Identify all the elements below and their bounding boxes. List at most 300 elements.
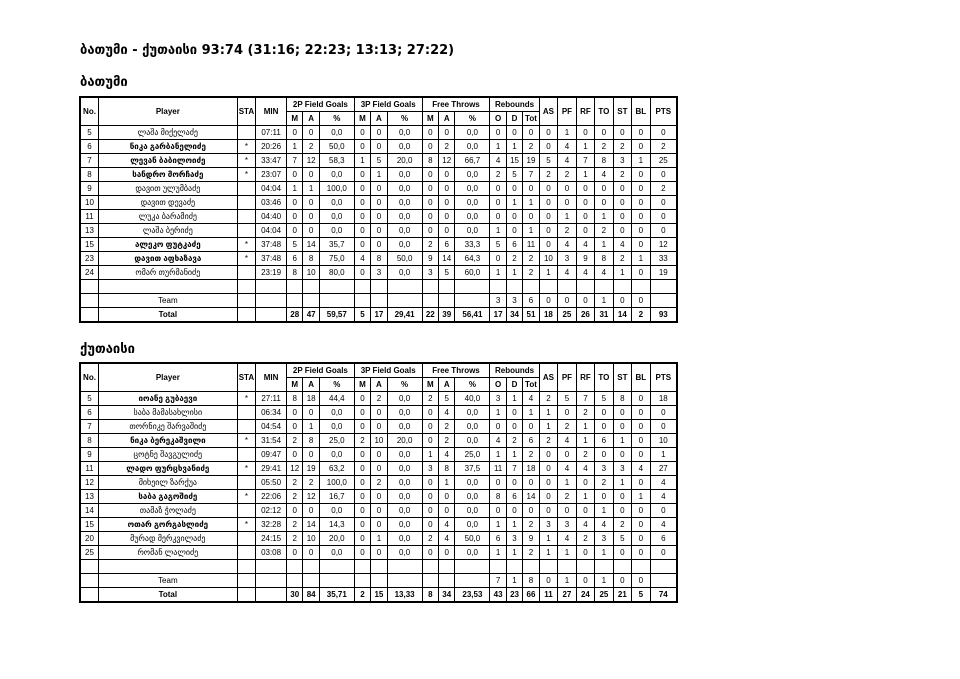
stat-cell: 1 bbox=[613, 266, 631, 280]
empty-cell bbox=[455, 280, 490, 294]
player-row bbox=[80, 476, 677, 490]
player-row bbox=[80, 196, 677, 210]
player-name: მიხეილ ზარქუა bbox=[98, 476, 237, 490]
stat-cell: * bbox=[237, 490, 255, 504]
stat-cell: 0 bbox=[613, 546, 631, 560]
stat-cell: 0,0 bbox=[455, 168, 490, 182]
stat-cell: 2 bbox=[354, 434, 370, 448]
header-rebounds: Rebounds bbox=[490, 363, 539, 378]
stat-cell: 3 bbox=[558, 518, 576, 532]
stat-cell: 1 bbox=[558, 210, 576, 224]
player-row bbox=[80, 168, 677, 182]
stat-cell bbox=[237, 182, 255, 196]
subheader-a: A bbox=[371, 112, 387, 126]
stat-cell: 0 bbox=[595, 126, 613, 140]
total-cell: 28 bbox=[286, 308, 302, 323]
total-cell: 35,71 bbox=[319, 588, 354, 603]
stat-cell: 0 bbox=[354, 476, 370, 490]
stat-cell: 6 bbox=[80, 406, 98, 420]
header-as: AS bbox=[539, 97, 557, 126]
stat-cell: 37,5 bbox=[455, 462, 490, 476]
stat-cell: 22:06 bbox=[256, 490, 287, 504]
subheader-m: M bbox=[286, 378, 302, 392]
stat-cell: 0 bbox=[422, 168, 438, 182]
stat-cell: 1 bbox=[576, 490, 594, 504]
stat-cell: 0 bbox=[354, 210, 370, 224]
stat-cell: 0 bbox=[632, 294, 650, 308]
team-row bbox=[80, 574, 677, 588]
game-title: ბათუმი - ქუთაისი 93:74 (31:16; 22:23; 13:13; 27:22) bbox=[80, 43, 455, 58]
empty-cell bbox=[354, 574, 370, 588]
stat-cell: 0 bbox=[576, 210, 594, 224]
total-cell: 84 bbox=[303, 588, 319, 603]
stat-cell: 8 bbox=[303, 252, 319, 266]
stat-cell: 0 bbox=[354, 406, 370, 420]
stat-cell: 3 bbox=[506, 532, 522, 546]
stat-cell: 0 bbox=[613, 574, 631, 588]
stat-cell: 0 bbox=[490, 182, 506, 196]
stat-cell bbox=[237, 476, 255, 490]
empty-cell bbox=[558, 560, 576, 574]
stat-cell: 0 bbox=[506, 224, 522, 238]
subheader-a: A bbox=[439, 112, 455, 126]
stat-cell: 2 bbox=[558, 420, 576, 434]
stat-cell: 14 bbox=[523, 490, 539, 504]
empty-cell bbox=[80, 294, 98, 308]
subheader-o: O bbox=[490, 378, 506, 392]
stat-cell: 3 bbox=[558, 252, 576, 266]
stat-cell: 58,3 bbox=[319, 154, 354, 168]
empty-cell bbox=[650, 574, 677, 588]
subheader-m: M bbox=[422, 378, 438, 392]
stat-cell: 4 bbox=[490, 434, 506, 448]
stat-cell: 1 bbox=[371, 532, 387, 546]
stat-cell: 14 bbox=[439, 252, 455, 266]
header-bl: BL bbox=[632, 97, 650, 126]
empty-cell bbox=[303, 574, 319, 588]
stat-cell: 0,0 bbox=[387, 420, 422, 434]
stat-cell: 1 bbox=[506, 546, 522, 560]
total-cell: 5 bbox=[632, 588, 650, 603]
empty-cell bbox=[439, 280, 455, 294]
stat-cell: 0 bbox=[632, 546, 650, 560]
stat-cell: 5 bbox=[439, 392, 455, 406]
stat-cell: 4 bbox=[558, 154, 576, 168]
empty-cell bbox=[387, 574, 422, 588]
stat-cell: 6 bbox=[506, 238, 522, 252]
stat-cell: 6 bbox=[523, 434, 539, 448]
stat-cell bbox=[237, 266, 255, 280]
stat-cell: 100,0 bbox=[319, 476, 354, 490]
stat-cell: 4 bbox=[558, 140, 576, 154]
empty-row bbox=[80, 560, 677, 574]
stat-cell: 2 bbox=[558, 490, 576, 504]
total-cell: 59,57 bbox=[319, 308, 354, 323]
stat-cell: 0 bbox=[354, 532, 370, 546]
stat-cell: 0 bbox=[371, 210, 387, 224]
empty-cell bbox=[237, 588, 255, 603]
stat-cell: 0 bbox=[422, 434, 438, 448]
stat-cell: 0 bbox=[354, 266, 370, 280]
stat-cell: 0,0 bbox=[455, 504, 490, 518]
header-pf: PF bbox=[558, 97, 576, 126]
header-sta: STA bbox=[237, 363, 255, 392]
stat-cell: 0 bbox=[286, 126, 302, 140]
subheader-a: A bbox=[371, 378, 387, 392]
stat-cell: * bbox=[237, 154, 255, 168]
stat-cell: 0 bbox=[650, 126, 677, 140]
team-row-label: Team bbox=[98, 574, 237, 588]
stat-cell: 0 bbox=[354, 182, 370, 196]
empty-cell bbox=[422, 560, 438, 574]
stat-cell: 4 bbox=[595, 518, 613, 532]
stat-cell: 0 bbox=[439, 210, 455, 224]
stat-cell: 0 bbox=[632, 210, 650, 224]
stat-cell: 0 bbox=[371, 406, 387, 420]
stat-cell: 0 bbox=[439, 224, 455, 238]
stat-cell: 0 bbox=[632, 434, 650, 448]
stat-cell: 0,0 bbox=[387, 518, 422, 532]
stat-cell: 1 bbox=[490, 448, 506, 462]
subheader-m: M bbox=[354, 112, 370, 126]
stat-cell: 0 bbox=[650, 420, 677, 434]
stat-cell: 0 bbox=[303, 406, 319, 420]
stat-cell: 0 bbox=[632, 266, 650, 280]
header-no: No. bbox=[80, 363, 98, 392]
stat-cell: 03:08 bbox=[256, 546, 287, 560]
empty-cell bbox=[371, 574, 387, 588]
stat-cell: 0,0 bbox=[387, 462, 422, 476]
stat-cell: 10 bbox=[303, 532, 319, 546]
stat-cell: 14 bbox=[303, 238, 319, 252]
stat-cell: 0 bbox=[506, 126, 522, 140]
stat-cell: 0 bbox=[595, 196, 613, 210]
team-row-label: Team bbox=[98, 294, 237, 308]
player-name: ოთარ გორგასლიძე bbox=[98, 518, 237, 532]
stat-cell: 1 bbox=[539, 532, 557, 546]
total-row bbox=[80, 308, 677, 323]
stat-cell: 2 bbox=[613, 140, 631, 154]
subheader-pct: % bbox=[455, 378, 490, 392]
stat-cell: 2 bbox=[422, 238, 438, 252]
stat-cell: 1 bbox=[576, 168, 594, 182]
empty-cell bbox=[650, 560, 677, 574]
header-st: ST bbox=[613, 363, 631, 392]
stat-cell: 18 bbox=[303, 392, 319, 406]
stat-cell: 4 bbox=[490, 154, 506, 168]
subheader-m: M bbox=[422, 112, 438, 126]
stat-cell: 0,0 bbox=[387, 504, 422, 518]
stat-cell: 0 bbox=[523, 182, 539, 196]
stat-cell bbox=[237, 448, 255, 462]
total-cell: 2 bbox=[354, 588, 370, 603]
empty-cell bbox=[455, 294, 490, 308]
header-to: TO bbox=[595, 363, 613, 392]
stat-cell: 11 bbox=[80, 462, 98, 476]
stat-cell: 20 bbox=[80, 532, 98, 546]
header-min: MIN bbox=[256, 97, 287, 126]
stat-cell: 0 bbox=[595, 406, 613, 420]
stat-cell: 0,0 bbox=[387, 182, 422, 196]
total-cell: 24 bbox=[576, 588, 594, 603]
header-player: Player bbox=[98, 97, 237, 126]
stat-cell: 0 bbox=[632, 168, 650, 182]
stat-cell: 5 bbox=[558, 392, 576, 406]
total-cell: 74 bbox=[650, 588, 677, 603]
stat-cell: 1 bbox=[632, 252, 650, 266]
stat-cell bbox=[237, 196, 255, 210]
subheader-a: A bbox=[439, 378, 455, 392]
stat-cell: 0 bbox=[650, 210, 677, 224]
empty-cell bbox=[506, 280, 522, 294]
stat-cell: 8 bbox=[422, 154, 438, 168]
player-name: რომან ლალიძე bbox=[98, 546, 237, 560]
stat-cell: 25 bbox=[80, 546, 98, 560]
stat-cell: 2 bbox=[595, 140, 613, 154]
stat-cell: 3 bbox=[490, 294, 506, 308]
stat-cell: 0,0 bbox=[387, 168, 422, 182]
subheader-d: D bbox=[506, 378, 522, 392]
empty-cell bbox=[80, 560, 98, 574]
empty-cell bbox=[80, 588, 98, 603]
stat-cell: 0 bbox=[539, 476, 557, 490]
stat-cell: 0 bbox=[354, 168, 370, 182]
stat-cell: 0 bbox=[303, 504, 319, 518]
stat-cell: 3 bbox=[595, 462, 613, 476]
stat-cell: 2 bbox=[371, 392, 387, 406]
stat-cell: 04:40 bbox=[256, 210, 287, 224]
stat-cell: 6 bbox=[80, 140, 98, 154]
empty-cell bbox=[354, 280, 370, 294]
player-row bbox=[80, 126, 677, 140]
stat-cell: 0 bbox=[286, 420, 302, 434]
player-name: ალეკო ფუტკაძე bbox=[98, 238, 237, 252]
stat-cell: 44,4 bbox=[319, 392, 354, 406]
stat-cell: 50,0 bbox=[455, 532, 490, 546]
stat-cell: 2 bbox=[576, 448, 594, 462]
stat-cell: 63,2 bbox=[319, 462, 354, 476]
stat-cell: 1 bbox=[523, 224, 539, 238]
stat-cell: 0,0 bbox=[455, 126, 490, 140]
stat-cell: 64,3 bbox=[455, 252, 490, 266]
empty-cell bbox=[506, 560, 522, 574]
stat-cell: 0 bbox=[371, 224, 387, 238]
stat-cell: 0 bbox=[539, 182, 557, 196]
stat-cell: 0 bbox=[354, 448, 370, 462]
stat-cell: 4 bbox=[576, 462, 594, 476]
total-cell: 34 bbox=[439, 588, 455, 603]
player-row bbox=[80, 210, 677, 224]
stat-cell: 0,0 bbox=[319, 504, 354, 518]
stat-cell: 3 bbox=[506, 294, 522, 308]
header-2p-field-goals: 2P Field Goals bbox=[286, 97, 354, 112]
stat-cell: 0 bbox=[576, 546, 594, 560]
stat-cell: 0 bbox=[632, 182, 650, 196]
boxscore-table-home bbox=[79, 96, 678, 323]
stat-cell: 1 bbox=[506, 266, 522, 280]
total-cell: 39 bbox=[439, 308, 455, 323]
stat-cell: 0,0 bbox=[319, 210, 354, 224]
stat-cell: * bbox=[237, 518, 255, 532]
stat-cell: 0 bbox=[523, 420, 539, 434]
stat-cell bbox=[237, 406, 255, 420]
subheader-tot: Tot bbox=[523, 112, 539, 126]
subheader-a: A bbox=[303, 378, 319, 392]
subheader-o: O bbox=[490, 112, 506, 126]
stat-cell: 0 bbox=[422, 490, 438, 504]
header-free-throws: Free Throws bbox=[422, 363, 490, 378]
stat-cell: 0,0 bbox=[387, 448, 422, 462]
stat-cell: 11 bbox=[523, 238, 539, 252]
stat-cell: 0,0 bbox=[387, 210, 422, 224]
stat-cell: 23:07 bbox=[256, 168, 287, 182]
stat-cell: 3 bbox=[490, 392, 506, 406]
stat-cell: 35,7 bbox=[319, 238, 354, 252]
player-name: საბა გაგოშიძე bbox=[98, 490, 237, 504]
stat-cell: 0 bbox=[539, 126, 557, 140]
empty-cell bbox=[286, 574, 302, 588]
stat-cell: 0 bbox=[422, 518, 438, 532]
stat-cell: 15 bbox=[80, 238, 98, 252]
empty-cell bbox=[286, 294, 302, 308]
stat-cell: 1 bbox=[286, 140, 302, 154]
empty-cell bbox=[256, 574, 287, 588]
stat-cell: 9 bbox=[80, 182, 98, 196]
stat-cell: 2 bbox=[371, 476, 387, 490]
stat-cell: 8 bbox=[439, 462, 455, 476]
stat-cell: 60,0 bbox=[455, 266, 490, 280]
stat-cell: 1 bbox=[523, 406, 539, 420]
empty-cell bbox=[632, 280, 650, 294]
stat-cell: 5 bbox=[613, 532, 631, 546]
stat-cell: 1 bbox=[576, 140, 594, 154]
stat-cell: 10 bbox=[539, 252, 557, 266]
empty-cell bbox=[439, 294, 455, 308]
stat-cell: 100,0 bbox=[319, 182, 354, 196]
stat-cell: 1 bbox=[632, 490, 650, 504]
empty-cell bbox=[523, 560, 539, 574]
stat-cell: 0 bbox=[354, 392, 370, 406]
empty-cell bbox=[303, 294, 319, 308]
stat-cell: 0 bbox=[576, 294, 594, 308]
stat-cell: 2 bbox=[439, 420, 455, 434]
stat-cell: 8 bbox=[286, 266, 302, 280]
player-row bbox=[80, 532, 677, 546]
stat-cell: 0 bbox=[439, 504, 455, 518]
stat-cell: 9 bbox=[80, 448, 98, 462]
stat-cell: 1 bbox=[490, 518, 506, 532]
empty-cell bbox=[286, 280, 302, 294]
stat-cell: 1 bbox=[613, 434, 631, 448]
stat-cell: 2 bbox=[506, 252, 522, 266]
stat-cell: 0 bbox=[371, 196, 387, 210]
total-label: Total bbox=[98, 588, 237, 603]
empty-cell bbox=[80, 308, 98, 323]
total-cell: 21 bbox=[613, 588, 631, 603]
stat-cell: 24:15 bbox=[256, 532, 287, 546]
stat-cell: 0 bbox=[595, 448, 613, 462]
stat-cell: 0 bbox=[595, 490, 613, 504]
empty-cell bbox=[237, 280, 255, 294]
stat-cell: 1 bbox=[439, 476, 455, 490]
stat-cell: 0,0 bbox=[387, 224, 422, 238]
stat-cell bbox=[237, 532, 255, 546]
stat-cell: 0 bbox=[422, 196, 438, 210]
stat-cell: 2 bbox=[439, 140, 455, 154]
stat-cell: 1 bbox=[595, 504, 613, 518]
stat-cell: 1 bbox=[558, 546, 576, 560]
stat-cell bbox=[237, 504, 255, 518]
subheader-pct: % bbox=[387, 378, 422, 392]
stat-cell: 0 bbox=[371, 126, 387, 140]
stat-cell: 0 bbox=[613, 182, 631, 196]
header-sta: STA bbox=[237, 97, 255, 126]
player-name: საბა მამასახლისი bbox=[98, 406, 237, 420]
team-name-home: ბათუმი bbox=[80, 75, 128, 90]
stat-cell: 66,7 bbox=[455, 154, 490, 168]
empty-cell bbox=[237, 294, 255, 308]
stat-cell: 0 bbox=[558, 448, 576, 462]
stat-cell: 32:28 bbox=[256, 518, 287, 532]
stat-cell: 0 bbox=[286, 546, 302, 560]
stat-cell: 0,0 bbox=[319, 546, 354, 560]
stat-cell: 5 bbox=[490, 238, 506, 252]
stat-cell: 10 bbox=[650, 434, 677, 448]
empty-cell bbox=[558, 280, 576, 294]
stat-cell: 6 bbox=[439, 238, 455, 252]
stat-cell: 1 bbox=[576, 434, 594, 448]
empty-cell bbox=[613, 560, 631, 574]
stat-cell: 37:48 bbox=[256, 252, 287, 266]
stat-cell: 0 bbox=[422, 224, 438, 238]
empty-cell bbox=[650, 280, 677, 294]
stat-cell: 0 bbox=[539, 238, 557, 252]
empty-cell bbox=[80, 280, 98, 294]
stat-cell: 0 bbox=[595, 182, 613, 196]
stat-cell: 0 bbox=[371, 490, 387, 504]
stat-cell: 0 bbox=[422, 406, 438, 420]
stat-cell: 0 bbox=[650, 504, 677, 518]
empty-cell bbox=[439, 560, 455, 574]
stat-cell: 0,0 bbox=[319, 126, 354, 140]
stat-cell: 1 bbox=[595, 546, 613, 560]
stat-cell: 05:50 bbox=[256, 476, 287, 490]
total-cell: 29,41 bbox=[387, 308, 422, 323]
stat-cell: 3 bbox=[613, 154, 631, 168]
total-cell: 5 bbox=[354, 308, 370, 323]
stat-cell: 04:04 bbox=[256, 182, 287, 196]
empty-cell bbox=[539, 280, 557, 294]
stat-cell: 0 bbox=[576, 476, 594, 490]
total-cell: 25 bbox=[595, 588, 613, 603]
stat-cell: 1 bbox=[490, 266, 506, 280]
header-min: MIN bbox=[256, 363, 287, 392]
subheader-a: A bbox=[303, 112, 319, 126]
stat-cell: 0 bbox=[439, 490, 455, 504]
stat-cell: 0 bbox=[632, 126, 650, 140]
stat-cell: 0 bbox=[354, 462, 370, 476]
stat-cell: 0 bbox=[354, 490, 370, 504]
stat-cell: 33 bbox=[650, 252, 677, 266]
stat-cell: 4 bbox=[650, 476, 677, 490]
stat-cell: 0 bbox=[523, 126, 539, 140]
total-cell: 23,53 bbox=[455, 588, 490, 603]
header-row bbox=[80, 363, 677, 378]
stat-cell: 1 bbox=[558, 126, 576, 140]
stat-cell: 2 bbox=[613, 252, 631, 266]
stat-cell: 5 bbox=[80, 392, 98, 406]
total-label: Total bbox=[98, 308, 237, 323]
